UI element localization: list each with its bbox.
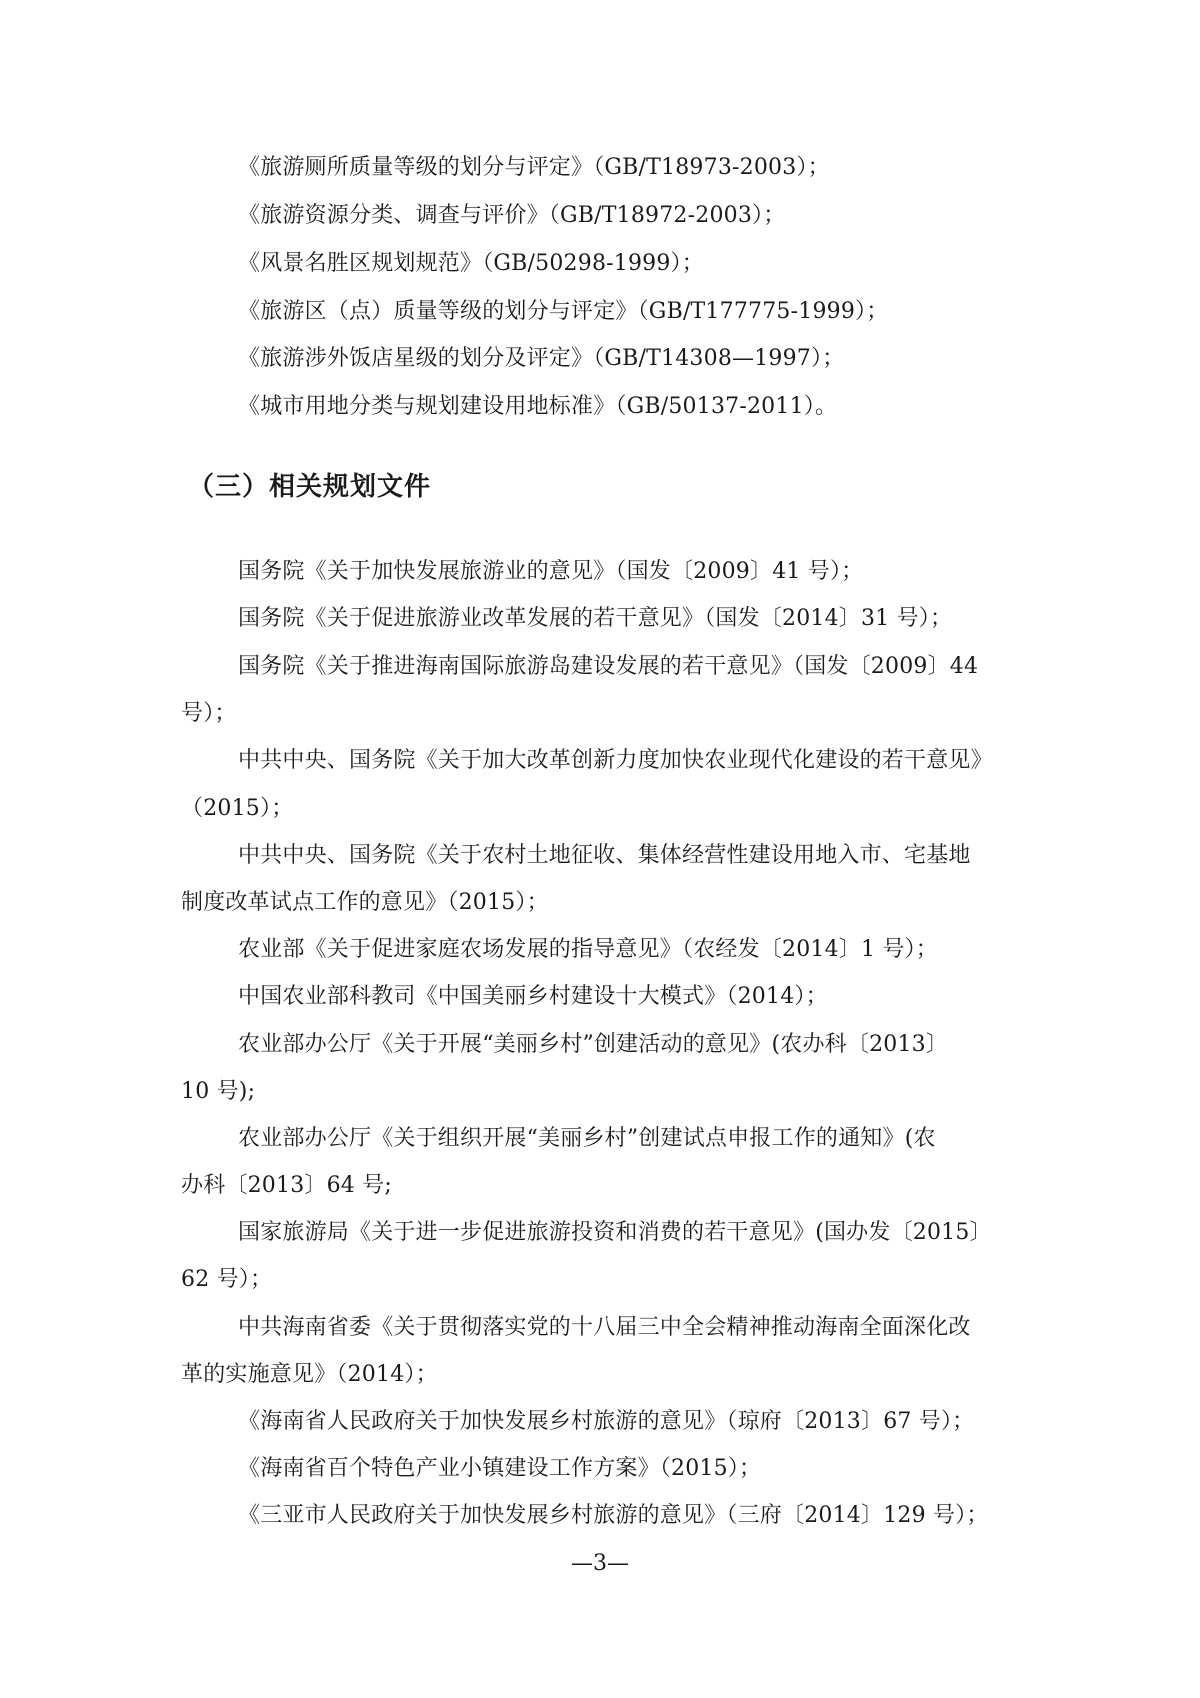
document-item-continuation: 10 号); (181, 1079, 256, 1104)
section-heading: （三）相关规划文件 (188, 472, 432, 502)
document-item: 《三亚市人民政府关于加快发展乡村旅游的意见》（三府〔2014〕129 号）； (238, 1503, 989, 1528)
standard-item: 《城市用地分类与规划建设用地标准》（GB/50137-2011）。 (238, 394, 838, 419)
document-item-continuation: 62 号）； (181, 1267, 273, 1292)
standard-item: 《旅游区（点）质量等级的划分与评定》（GB/T177775-1999）； (238, 299, 889, 324)
document-item: 中共海南省委《关于贯彻落实党的十八届三中全会精神推动海南全面深化改 (238, 1315, 971, 1340)
document-item-continuation: 办科〔2013〕64 号; (181, 1173, 392, 1198)
document-item: 《海南省人民政府关于加快发展乡村旅游的意见》（琼府〔2013〕67 号）； (238, 1409, 975, 1434)
standard-item: 《风景名胜区规划规范》（GB/50298-1999）； (238, 251, 704, 276)
document-item: 中国农业部科教司《中国美丽乡村建设十大模式》（2014）； (238, 984, 828, 1009)
document-item-continuation: 革的实施意见》（2014）； (181, 1362, 438, 1387)
document-item: 中共中央、国务院《关于加大改革创新力度加快农业现代化建设的若干意见》 (238, 748, 993, 773)
document-item: 国家旅游局《关于进一步促进旅游投资和消费的若干意见》(国办发〔2015〕 (238, 1220, 992, 1245)
document-item-continuation: 制度改革试点工作的意见》（2015）； (181, 890, 549, 915)
document-item: 国务院《关于加快发展旅游业的意见》（国发〔2009〕41 号）； (238, 559, 864, 584)
document-item-continuation: 号）； (181, 701, 237, 726)
document-item: 农业部办公厅《关于开展“美丽乡村”创建活动的意见》(农办科〔2013〕 (238, 1032, 949, 1057)
document-item: 《海南省百个特色产业小镇建设工作方案》（2015）； (238, 1456, 762, 1481)
document-item-continuation: （2015）； (181, 796, 294, 821)
page-number: —3— (571, 1551, 629, 1576)
document-item: 中共中央、国务院《关于农村土地征收、集体经营性建设用地入市、宅基地 (238, 843, 971, 868)
standard-item: 《旅游厕所质量等级的划分与评定》（GB/T18973-2003）； (238, 155, 830, 180)
document-item: 国务院《关于促进旅游业改革发展的若干意见》（国发〔2014〕31 号）； (238, 606, 953, 631)
document-item: 农业部办公厅《关于组织开展“美丽乡村”创建试点申报工作的通知》(农 (238, 1126, 936, 1151)
standard-item: 《旅游涉外饭店星级的划分及评定》（GB/T14308—1997）； (238, 346, 845, 371)
document-item: 国务院《关于推进海南国际旅游岛建设发展的若干意见》（国发〔2009〕44 (238, 654, 979, 679)
document-item: 农业部《关于促进家庭农场发展的指导意见》（农经发〔2014〕1 号）； (238, 937, 938, 962)
standard-item: 《旅游资源分类、调查与评价》（GB/T18972-2003）； (238, 203, 786, 228)
